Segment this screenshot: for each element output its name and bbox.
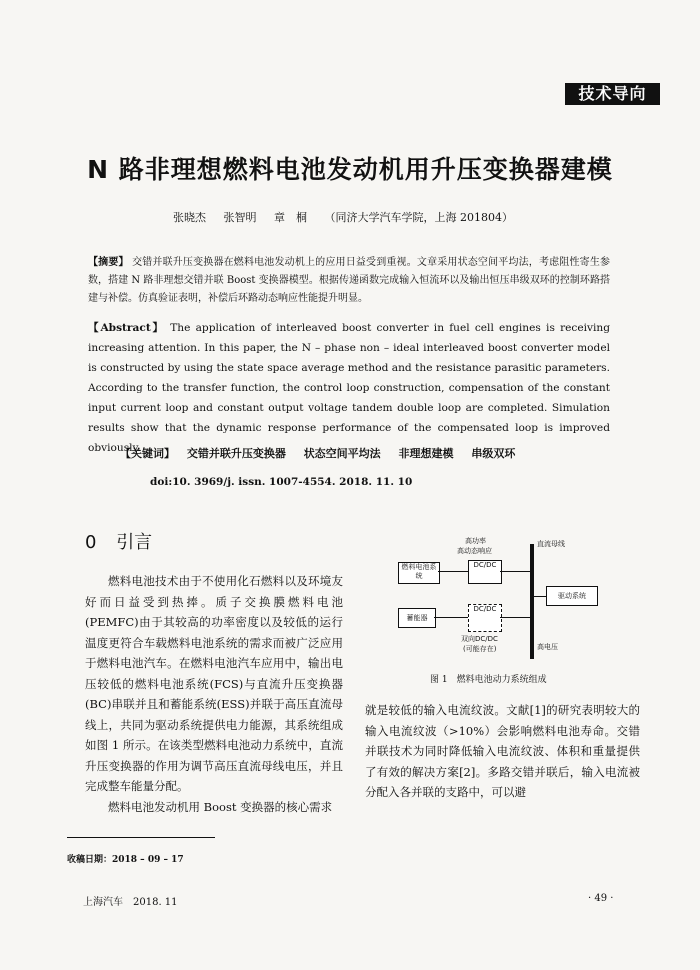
doi: doi:10. 3969/j. issn. 1007-4554. 2018. 11. 10 (150, 476, 413, 488)
fig-wire (500, 571, 530, 572)
keyword: 交错并联升压变换器 (186, 447, 286, 460)
dcdc-box: DC/DC (468, 560, 502, 584)
abstract-cn-text: 交错并联升压变换器在燃料电池发动机上的应用日益受到重视。文章采用状态空间平均法，考虑阻性寄生参数，搭建 N 路非理想交错并联 Boost 变换器模型。根据传递函数完成输入恒流环以及输出恒压串级双环的控制环路搭建与补偿。仿真验证表明，补偿后环路动态响应性能提升明显。 (88, 257, 611, 304)
abstract-en-text: The application of interleaved boost converter in fuel cell engines is receiving increasing attention. In this paper, the N – phase non – ideal interleaved boost converter model is constructed by using the state space average method and the resistance parasitic parameters. According to the transfer function, the control loop construction, compensation of the constant input current loop and constant output voltage tandem double loop are completed. Simulation results show that the dynamic response performance of the compensated loop is improved obviously. (88, 322, 610, 454)
section-number: 0 (85, 532, 97, 553)
fig-wire (534, 596, 546, 597)
ess-box: 蓄能器 (398, 608, 436, 628)
fig-wire (500, 617, 530, 618)
author-affiliation: （同济大学汽车学院，上海 201804） (324, 211, 513, 224)
author-name: 章 桐 (274, 211, 307, 224)
abstract-en (88, 318, 610, 458)
left-column (85, 571, 343, 817)
fig-label-dc-bus: 直流母线 (537, 540, 565, 548)
abstract-cn (88, 254, 610, 308)
dc-bus-bar (530, 544, 534, 659)
keywords-label: 【关键词】 (120, 447, 175, 460)
author-name: 张智明 (223, 211, 257, 224)
fig-wire (438, 571, 468, 572)
fig-label-high-power: 高功率 (465, 537, 486, 545)
author-name: 张晓杰 (173, 211, 206, 224)
figure-1 (395, 534, 635, 662)
figure-caption: 图 1 燃料电池动力系统组成 (430, 675, 547, 685)
fig-label-optional: (可能存在) (463, 645, 497, 653)
keyword: 串级双环 (471, 447, 516, 460)
author-line (0, 209, 700, 225)
journal-footer: 上海汽车 2018. 11 (83, 897, 178, 908)
received-date: 收稿日期：2018 – 09 – 17 (67, 855, 184, 865)
keywords (120, 445, 529, 461)
footnote-rule (67, 837, 215, 838)
page-number: · 49 · (588, 893, 614, 904)
keyword: 状态空间平均法 (303, 447, 381, 460)
fig-label-bidir: 双向DC/DC (461, 635, 498, 643)
fig-wire (434, 617, 468, 618)
section-tag: 技术导向 (565, 83, 660, 105)
bidir-dcdc-box: DC/DC (468, 604, 502, 632)
fig-label-high-dynamic: 高动态响应 (457, 547, 492, 555)
body-paragraph: 燃料电池发动机用 Boost 变换器的核心需求 (108, 799, 333, 814)
abstract-cn-label: 【摘要】 (88, 257, 129, 268)
keyword: 非理想建模 (398, 447, 454, 460)
body-paragraph: 燃料电池技术由于不使用化石燃料以及环境友好而日益受到热捧。质子交换膜燃料电池(PEMFC)由于其较高的功率密度以及较低的运行温度更符合车载燃料电池系统的需求而被广泛应用于燃料电池汽车。在燃料电池汽车应用中，输出电压较低的燃料电池系统(FCS)与直流升压变换器(BC)串联并且和蓄能系统(ESS)并联于高压直流母线上，共同为驱动系统提供电力能源，其系统组成如图 1 所示。在该类型燃料电池动力系统中，直流升压变换器的作用为调节高压直流母线电压，并且完成整车能量分配。 (85, 574, 343, 793)
abstract-en-label: 【Abstract】 (88, 322, 166, 334)
section-title: 引言 (116, 532, 153, 553)
fig-label-high-voltage: 高电压 (537, 643, 558, 651)
body-paragraph: 就是较低的输入电流纹波。文献[1]的研究表明较大的输入电流纹波（>10%）会影响燃料电池寿命。交错并联技术为同时降低输入电流纹波、体积和重量提供了有效的解决方案[2]。多路交错并联后，输入电流被分配入各并联的支路中，可以避 (365, 703, 640, 799)
right-column (365, 700, 640, 803)
fcs-box: 燃料电池系统 (398, 562, 440, 584)
section-heading (85, 528, 152, 554)
article-title: N 路非理想燃料电池发动机用升压变换器建模 (87, 155, 613, 184)
drive-box: 驱动系统 (546, 586, 598, 606)
